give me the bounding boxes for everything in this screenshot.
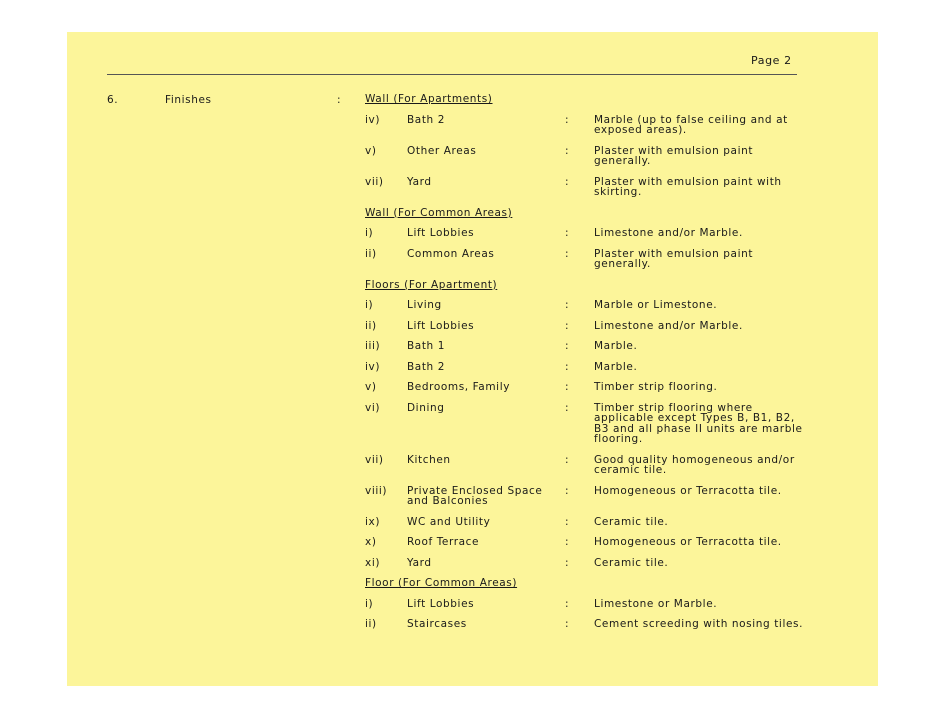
item-number: vi) — [365, 401, 381, 414]
item-number: v) — [365, 381, 377, 393]
list-item — [365, 403, 815, 445]
item-label: Yard — [407, 175, 432, 188]
header-divider — [107, 74, 797, 75]
item-description: Homogeneous or Terracotta tile. — [594, 484, 782, 497]
item-separator: : — [565, 227, 570, 239]
item-label: Lift Lobbies — [407, 227, 475, 239]
finish-group — [365, 94, 815, 198]
item-separator: : — [565, 340, 570, 352]
item-description: Limestone or Marble. — [594, 597, 718, 610]
item-label: Private Enclosed Space and Balconies — [407, 484, 543, 507]
item-label: Common Areas — [407, 247, 495, 260]
item-separator: : — [565, 247, 570, 260]
item-separator: : — [565, 319, 570, 332]
section-separator: : — [337, 94, 341, 106]
item-number: xi) — [365, 556, 381, 569]
item-label: Bath 2 — [407, 360, 446, 373]
item-description: Ceramic tile. — [594, 515, 669, 528]
item-separator: : — [565, 536, 570, 548]
item-description: Marble. — [594, 360, 638, 373]
item-separator: : — [565, 175, 570, 188]
list-item — [365, 115, 815, 136]
finishes-list — [365, 94, 815, 640]
document-page — [67, 32, 878, 686]
item-label: Lift Lobbies — [407, 597, 475, 610]
item-label: Lift Lobbies — [407, 319, 475, 332]
list-item — [365, 177, 815, 198]
item-separator: : — [565, 113, 570, 126]
list-item — [365, 455, 815, 476]
section-title: Finishes — [165, 94, 212, 106]
item-label: Roof Terrace — [407, 536, 480, 548]
item-separator: : — [565, 556, 570, 569]
item-number: i) — [365, 299, 374, 311]
item-description: Homogeneous or Terracotta tile. — [594, 536, 782, 548]
item-number: iv) — [365, 113, 381, 126]
list-item — [365, 382, 815, 393]
item-number: ix) — [365, 515, 381, 528]
list-item — [365, 321, 815, 332]
item-number: ii) — [365, 319, 377, 332]
item-description: Ceramic tile. — [594, 556, 669, 569]
item-separator: : — [565, 144, 570, 157]
list-item — [365, 228, 815, 239]
item-separator: : — [565, 360, 570, 373]
item-description: Timber strip flooring where applicable except Types B, B1, B2, B3 and all phase II units are marble flooring. — [594, 401, 803, 445]
item-description: Limestone and/or Marble. — [594, 227, 743, 239]
item-description: Plaster with emulsion paint with skirting. — [594, 175, 782, 198]
list-item — [365, 362, 815, 373]
list-item — [365, 341, 815, 352]
item-number: i) — [365, 597, 374, 610]
item-separator: : — [565, 453, 570, 466]
group-heading: Wall (For Common Areas) — [365, 206, 513, 219]
item-number: iv) — [365, 360, 381, 373]
item-number: iii) — [365, 340, 381, 352]
item-label: Yard — [407, 556, 432, 569]
list-item — [365, 146, 815, 167]
item-description: Plaster with emulsion paint generally. — [594, 247, 754, 270]
page-number: Page 2 — [751, 54, 792, 67]
section-number: 6. — [107, 94, 119, 106]
item-label: Bath 1 — [407, 340, 446, 352]
finish-group — [365, 578, 815, 630]
item-label: Bedrooms, Family — [407, 381, 511, 393]
item-label: Living — [407, 299, 442, 311]
group-heading: Floor (For Common Areas) — [365, 577, 518, 589]
item-label: WC and Utility — [407, 515, 491, 528]
list-item — [365, 486, 815, 507]
item-number: vii) — [365, 453, 384, 466]
finish-group — [365, 280, 815, 569]
item-number: x) — [365, 536, 377, 548]
list-item — [365, 300, 815, 311]
item-description: Plaster with emulsion paint generally. — [594, 144, 754, 167]
item-number: vii) — [365, 175, 384, 188]
group-heading: Wall (For Apartments) — [365, 93, 493, 105]
list-item — [365, 619, 815, 630]
list-item — [365, 537, 815, 548]
item-label: Bath 2 — [407, 113, 446, 126]
group-heading: Floors (For Apartment) — [365, 278, 498, 291]
item-label: Other Areas — [407, 144, 477, 157]
list-item — [365, 249, 815, 270]
item-separator: : — [565, 618, 570, 630]
item-number: v) — [365, 144, 377, 157]
item-separator: : — [565, 484, 570, 497]
item-separator: : — [565, 401, 570, 414]
finish-group — [365, 208, 815, 270]
item-description: Marble. — [594, 340, 638, 352]
list-item — [365, 599, 815, 610]
list-item — [365, 558, 815, 569]
item-separator: : — [565, 515, 570, 528]
item-number: ii) — [365, 618, 377, 630]
item-description: Cement screeding with nosing tiles. — [594, 618, 804, 630]
item-label: Staircases — [407, 618, 467, 630]
item-label: Kitchen — [407, 453, 451, 466]
list-item — [365, 517, 815, 528]
item-description: Limestone and/or Marble. — [594, 319, 743, 332]
item-label: Dining — [407, 401, 445, 414]
item-separator: : — [565, 381, 570, 393]
item-description: Timber strip flooring. — [594, 381, 718, 393]
item-description: Marble (up to false ceiling and at exposed areas). — [594, 113, 788, 136]
item-separator: : — [565, 597, 570, 610]
item-description: Good quality homogeneous and/or ceramic tile. — [594, 453, 795, 476]
item-separator: : — [565, 299, 570, 311]
item-description: Marble or Limestone. — [594, 299, 718, 311]
item-number: ii) — [365, 247, 377, 260]
item-number: i) — [365, 227, 374, 239]
item-number: viii) — [365, 484, 388, 497]
